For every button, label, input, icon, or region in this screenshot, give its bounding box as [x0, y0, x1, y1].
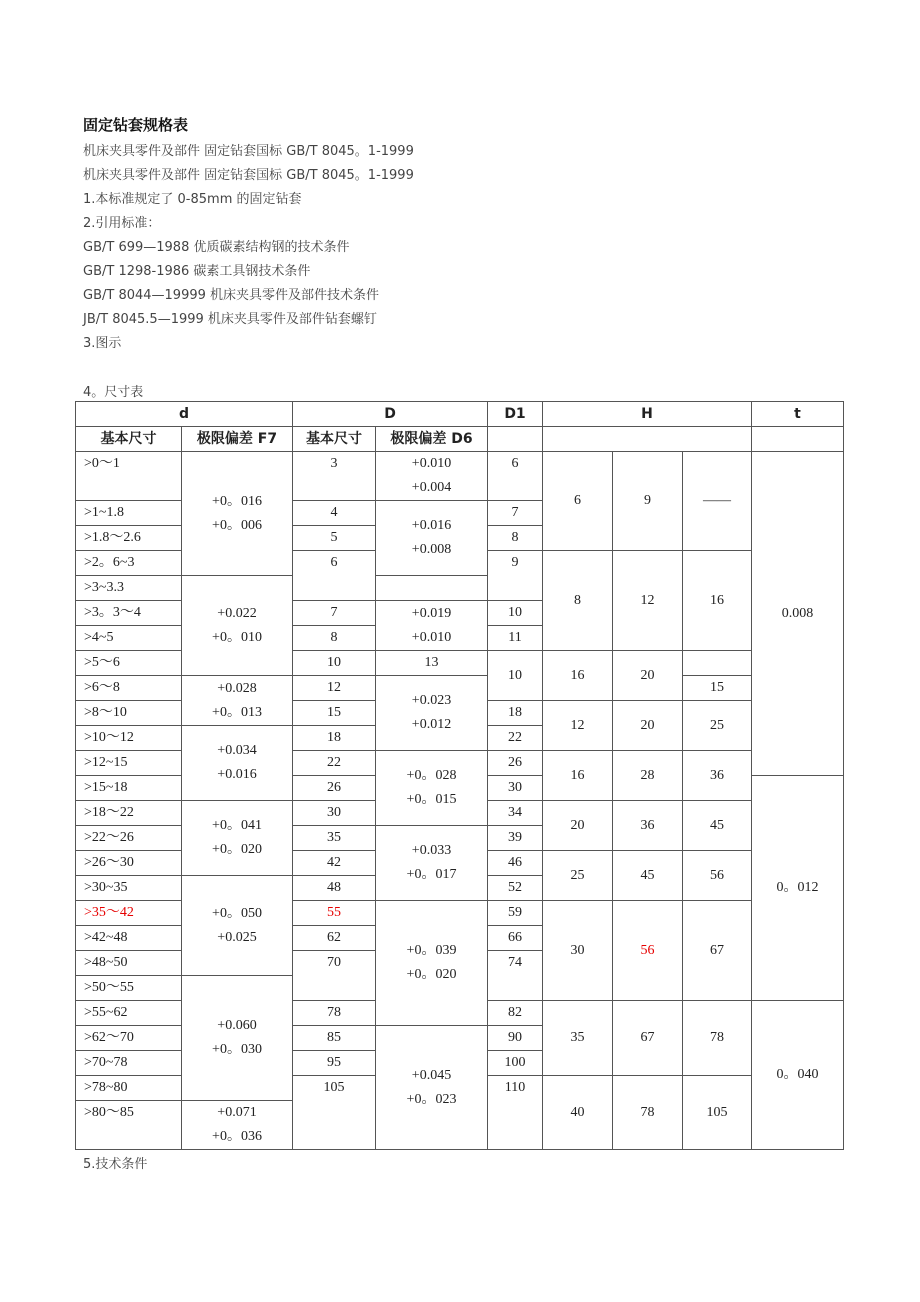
text-line: 3.图示: [83, 336, 122, 351]
f7-cell: +0.022 +0。010: [182, 576, 293, 676]
d-basic-cell: >26～30: [76, 851, 182, 876]
H-cell: 16: [683, 551, 752, 651]
D-basic-cell: 30: [293, 801, 376, 826]
H-cell: 40: [543, 1076, 613, 1150]
H-cell: 20: [613, 701, 683, 751]
d-basic-cell: >62～70: [76, 1026, 182, 1051]
d-basic-cell: >55~62: [76, 1001, 182, 1026]
H-cell: 10: [488, 651, 543, 701]
D-basic-cell-highlight: 55: [293, 901, 376, 926]
H-cell: 36: [613, 801, 683, 851]
D1-cell: 18: [488, 701, 543, 726]
t-cell: 0.008: [752, 452, 844, 776]
header-H: H: [543, 402, 752, 427]
H-cell: 67: [613, 1001, 683, 1076]
D-basic-cell: 70: [293, 951, 376, 1001]
H-cell: 36: [683, 751, 752, 801]
D1-cell: 90: [488, 1026, 543, 1051]
H-cell: 8: [543, 551, 613, 651]
f7-cell: +0.034 +0.016: [182, 726, 293, 801]
D1-cell: 10: [488, 601, 543, 626]
D-basic-cell: 4: [293, 501, 376, 526]
d6-cell: +0。039 +0。020: [376, 901, 488, 1026]
D-basic-cell: 10: [293, 651, 376, 676]
D-basic-cell: 3: [293, 452, 376, 501]
empty-cell: [752, 427, 844, 452]
D-basic-cell: 105: [293, 1076, 376, 1150]
H-cell: 6: [543, 452, 613, 551]
section-heading: 5.技术条件: [83, 1157, 148, 1172]
H-cell: 67: [683, 901, 752, 1001]
D-basic-cell: 15: [293, 701, 376, 726]
text-line: 1.本标准规定了 0-85mm 的固定钻套: [83, 192, 302, 207]
H-cell: 35: [543, 1001, 613, 1076]
d-basic-cell: >6～8: [76, 676, 182, 701]
header-t: t: [752, 402, 844, 427]
D1-cell: 82: [488, 1001, 543, 1026]
document-title: 固定钻套规格表: [83, 116, 189, 134]
D-basic-cell: 26: [293, 776, 376, 801]
subheader-d-tolerance: 极限偏差 F7: [182, 427, 293, 452]
d-basic-cell: >3~3.3: [76, 576, 182, 601]
D-basic-cell: 95: [293, 1051, 376, 1076]
subheader-D-tolerance: 极限偏差 D6: [376, 427, 488, 452]
d-basic-cell: >8～10: [76, 701, 182, 726]
D1-cell: 13: [376, 651, 488, 676]
d-basic-cell: >50～55: [76, 976, 182, 1001]
D1-cell: 46: [488, 851, 543, 876]
D1-cell: 100: [488, 1051, 543, 1076]
D-basic-cell: 48: [293, 876, 376, 901]
D-basic-cell: 62: [293, 926, 376, 951]
d-basic-cell: >10～12: [76, 726, 182, 751]
d6-cell: +0.045 +0。023: [376, 1026, 488, 1150]
t-cell: 0。040: [752, 1001, 844, 1150]
D-basic-cell: 85: [293, 1026, 376, 1051]
D-basic-cell: 12: [293, 676, 376, 701]
H-cell: 45: [613, 851, 683, 901]
D1-cell: 52: [488, 876, 543, 901]
text-line: GB/T 1298-1986 碳素工具钢技术条件: [83, 264, 311, 279]
text-line: GB/T 8044—19999 机床夹具零件及部件技术条件: [83, 288, 380, 303]
H-cell: 30: [543, 901, 613, 1001]
header-d: d: [76, 402, 293, 427]
H-cell: 78: [613, 1076, 683, 1150]
D1-cell: 110: [488, 1076, 543, 1150]
d-basic-cell: >22～26: [76, 826, 182, 851]
text-line: JB/T 8045.5—1999 机床夹具零件及部件钻套螺钉: [83, 312, 377, 327]
text-line: 机床夹具零件及部件 固定钻套国标 GB/T 8045。1-1999: [83, 144, 414, 159]
text-line: 机床夹具零件及部件 固定钻套国标 GB/T 8045。1-1999: [83, 168, 414, 183]
D1-cell: 39: [488, 826, 543, 851]
f7-cell: +0.028 +0。013: [182, 676, 293, 726]
d-basic-cell: >70~78: [76, 1051, 182, 1076]
d-basic-cell: >80～85: [76, 1101, 182, 1150]
H-cell: 28: [613, 751, 683, 801]
d-basic-cell: >0～1: [76, 452, 182, 501]
empty-cell: [543, 427, 752, 452]
D1-cell: 9: [488, 551, 543, 601]
D-basic-cell: 22: [293, 751, 376, 776]
D1-cell: 34: [488, 801, 543, 826]
H-cell: 9: [613, 452, 683, 551]
d6-cell: +0.010 +0.004: [376, 452, 488, 501]
D1-cell: 11: [488, 626, 543, 651]
H-cell: ——: [683, 452, 752, 551]
f7-cell: +0。050 +0.025: [182, 876, 293, 976]
d-basic-cell: >78~80: [76, 1076, 182, 1101]
H-cell: 105: [683, 1076, 752, 1150]
subheader-D-basic: 基本尺寸: [293, 427, 376, 452]
D-basic-cell: 8: [293, 626, 376, 651]
d-basic-cell: >15~18: [76, 776, 182, 801]
H-cell: 56: [683, 851, 752, 901]
t-cell: 0。012: [752, 776, 844, 1001]
D1-cell: 30: [488, 776, 543, 801]
H-cell: 12: [613, 551, 683, 651]
f7-cell: +0.060 +0。030: [182, 976, 293, 1101]
subheader-d-basic: 基本尺寸: [76, 427, 182, 452]
header-D: D: [293, 402, 488, 427]
H-cell: 16: [543, 751, 613, 801]
H-cell: 25: [543, 851, 613, 901]
H-cell: 16: [543, 651, 613, 701]
D1-cell: 7: [488, 501, 543, 526]
D1-cell: 22: [488, 726, 543, 751]
d-basic-cell: >1~1.8: [76, 501, 182, 526]
empty-cell: [488, 427, 543, 452]
D1-cell: 15: [683, 676, 752, 701]
text-line: GB/T 699—1988 优质碳素结构钢的技术条件: [83, 240, 350, 255]
D-basic-cell: 78: [293, 1001, 376, 1026]
D-basic-cell: 35: [293, 826, 376, 851]
d-basic-cell: >42~48: [76, 926, 182, 951]
d6-cell: +0.016 +0.008: [376, 501, 488, 576]
H-cell-highlight: 56: [613, 901, 683, 1001]
H-cell: 12: [543, 701, 613, 751]
H-cell: 25: [683, 701, 752, 751]
f7-cell: +0。016 +0。006: [182, 452, 293, 576]
d-basic-cell: >1.8～2.6: [76, 526, 182, 551]
f7-cell: +0.071 +0。036: [182, 1101, 293, 1150]
d-basic-cell: >2。6~3: [76, 551, 182, 576]
D1-cell: 8: [488, 526, 543, 551]
d-basic-cell: >12~15: [76, 751, 182, 776]
d6-cell: +0.019 +0.010: [376, 601, 488, 651]
size-table: [75, 401, 844, 1150]
D-basic-cell: 42: [293, 851, 376, 876]
D-basic-cell: 6: [293, 551, 376, 601]
header-D1: D1: [488, 402, 543, 427]
d-basic-cell: >3。3～4: [76, 601, 182, 626]
H-cell: 20: [613, 651, 683, 701]
f7-cell: +0。041 +0。020: [182, 801, 293, 876]
H-cell: 78: [683, 1001, 752, 1076]
d-basic-cell: >30~35: [76, 876, 182, 901]
d-basic-cell-highlight: >35～42: [76, 901, 182, 926]
D-basic-cell: 7: [293, 601, 376, 626]
H-cell: 20: [543, 801, 613, 851]
d6-cell: +0。028 +0。015: [376, 751, 488, 826]
d6-cell: +0.033 +0。017: [376, 826, 488, 901]
D1-cell: 74: [488, 951, 543, 1001]
d-basic-cell: >18～22: [76, 801, 182, 826]
d-basic-cell: >4~5: [76, 626, 182, 651]
D-basic-cell: 5: [293, 526, 376, 551]
d-basic-cell: >5～6: [76, 651, 182, 676]
d-basic-cell: >48~50: [76, 951, 182, 976]
D1-cell: 6: [488, 452, 543, 501]
D1-cell: 66: [488, 926, 543, 951]
text-line: 2.引用标准：: [83, 216, 161, 231]
H-cell: 45: [683, 801, 752, 851]
D-basic-cell: 18: [293, 726, 376, 751]
D1-cell: 59: [488, 901, 543, 926]
D1-cell: 26: [488, 751, 543, 776]
d6-cell: +0.023 +0.012: [376, 676, 488, 751]
section-heading: 4。尺寸表: [83, 385, 144, 400]
